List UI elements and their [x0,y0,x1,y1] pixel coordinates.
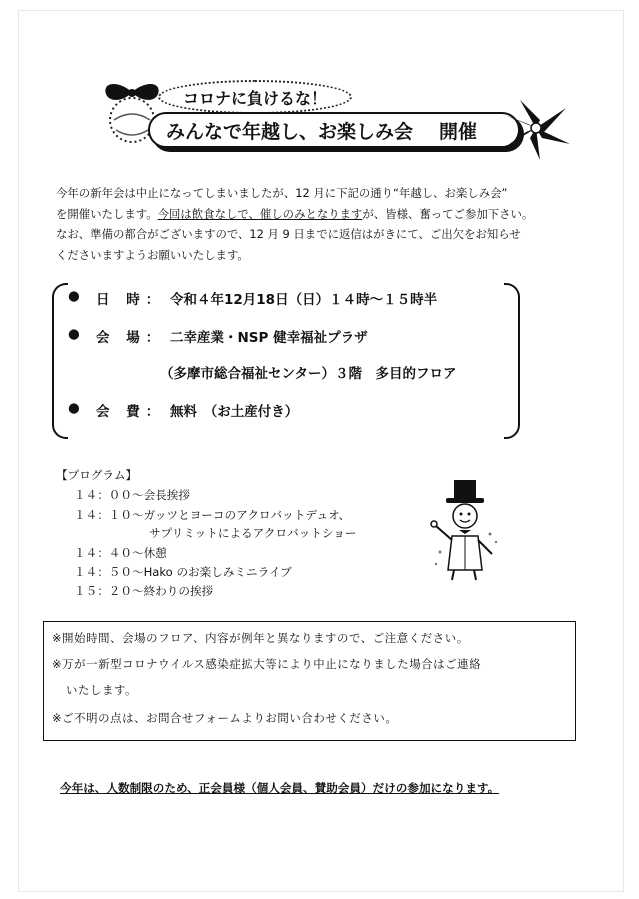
program-title: 【プログラム】 [56,468,138,482]
program-item: １５：２０～終わりの挨拶 [74,584,214,598]
program-item: １４：００～会長挨拶 [74,488,190,502]
intro-line [56,204,596,225]
details-bracket-left [52,283,68,439]
detail-value: 無料 （お土産付き） [170,404,299,420]
detail-label: 会 場： [96,330,166,346]
intro-text-part: が、皆様、奮ってご参加下さい。 [362,206,534,221]
intro-line: くださいますようお願いいたします。 [56,247,249,262]
detail-label: 会 費： [96,404,166,420]
program-item: １４：４０～休憩 [74,546,167,560]
title-text: みんなで年越し、お楽しみ会 [166,120,414,143]
detail-value: （多摩市総合福祉センター）３階 多目的フロア [160,366,457,382]
notice-line: ※ご不明の点は、お問合せフォームよりお問い合わせください。 [52,711,398,725]
notice-box [43,621,576,741]
notice-line: ※万が一新型コロナウイルス感染症拡大等により中止になりました場合はご連絡 [52,657,482,671]
detail-value: 二幸産業・NSP 健幸福祉プラザ [170,330,368,346]
intro-line: 今年の新年会は中止になってしまいましたが、12 月に下記の通り“年越し、お楽しみ会” [56,186,508,200]
title-suffix: 開催 [439,120,478,143]
detail-value: 令和４年12月18日（日）１４時～１５時半 [170,292,438,308]
subtitle-bubble: コロナに負けるな！ [158,80,352,114]
bullet: ● [68,326,80,342]
bullet: ● [68,400,80,416]
intro-text-part: を開催いたします。 [56,206,158,221]
intro-emphasis: 今回は飲食なしで、催しのみとなります [157,206,363,221]
bullet: ● [68,288,80,304]
detail-label: 日 時： [96,292,166,308]
page-title [148,112,520,148]
program-item: １４：１０～ガッツとヨーコのアクロバットデュオ、 [74,508,351,522]
intro-line: なお、準備の都合がございますので、12 月 9 日までに返信はがきにて、ご出欠をお知らせ [56,227,521,241]
program-item: サプリミットによるアクロバットショー [149,526,357,540]
intro-text [56,183,596,265]
notice-line: いたします。 [66,683,138,697]
poinsettia-icon [500,98,572,160]
details-bracket-right [504,283,520,439]
notice-line: ※開始時間、会場のフロア、内容が例年と異なりますので、ご注意ください。 [52,631,469,645]
magician-icon [430,478,502,582]
footer-note: 今年は、人数制限のため、正会員様（個人会員、賛助会員）だけの参加になります。 [60,781,500,795]
program-item: １４：５０～Hako のお楽しみミニライブ [74,565,292,579]
